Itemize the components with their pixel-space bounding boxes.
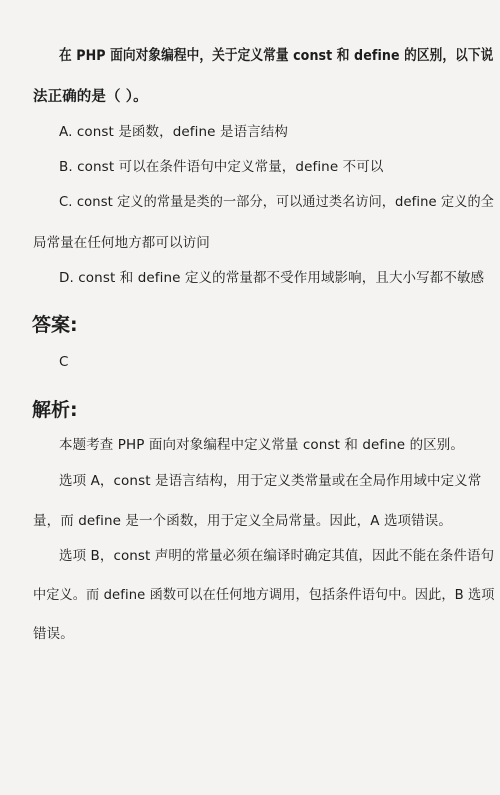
question-text-line-1: 在 PHP 面向对象编程中，关于定义常量 const 和 define 的区别，以下说 xyxy=(59,48,494,64)
analysis-paragraph-1: 本题考查 PHP 面向对象编程中定义常量 const 和 define 的区别。 xyxy=(59,437,464,453)
option-d: D. const 和 define 定义的常量都不受作用域影响，且大小写都不敏感 xyxy=(59,270,485,286)
analysis-paragraph-2-line-2: 量，而 define 是一个函数，用于定义全局常量。因此，A 选项错误。 xyxy=(33,513,452,529)
answer-heading: 答案: xyxy=(32,314,78,336)
analysis-paragraph-3-line-3: 错误。 xyxy=(33,626,74,642)
question-text-line-2: 法正确的是（ ）。 xyxy=(33,89,148,105)
answer-value: C xyxy=(59,354,69,370)
option-c-line-1: C. const 定义的常量是类的一部分，可以通过类名访问，define 定义的全 xyxy=(59,194,494,210)
option-b: B. const 可以在条件语句中定义常量，define 不可以 xyxy=(59,159,384,175)
analysis-heading: 解析: xyxy=(32,399,78,421)
option-c-line-2: 局常量在任何地方都可以访问 xyxy=(33,235,210,251)
analysis-paragraph-2-line-1: 选项 A，const 是语言结构，用于定义类常量或在全局作用域中定义常 xyxy=(59,473,482,489)
analysis-paragraph-3-line-1: 选项 B，const 声明的常量必须在编译时确定其值，因此不能在条件语句 xyxy=(59,548,495,564)
option-a: A. const 是函数，define 是语言结构 xyxy=(59,124,288,140)
analysis-paragraph-3-line-2: 中定义。而 define 函数可以在任何地方调用，包括条件语句中。因此，B 选项 xyxy=(33,587,495,603)
